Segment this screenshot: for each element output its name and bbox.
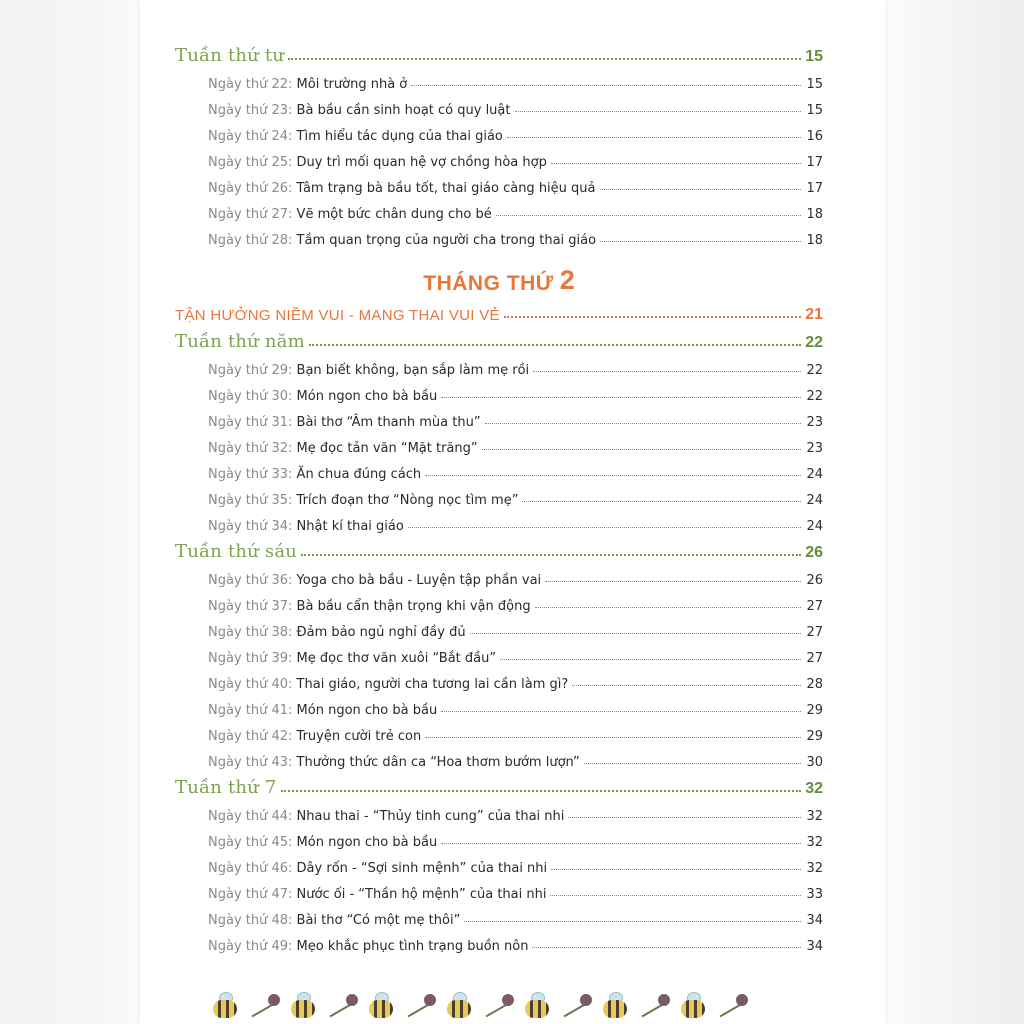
- day-page: 24: [806, 493, 823, 508]
- day-page: 18: [806, 233, 823, 248]
- table-of-contents: [175, 38, 823, 954]
- flower-icon: [714, 992, 750, 1020]
- day-page: 16: [806, 129, 823, 144]
- day-page: 27: [806, 599, 823, 614]
- bee-icon: [366, 992, 396, 1020]
- week-title: Tuần thứ tư: [175, 45, 285, 66]
- dot-leader: [288, 58, 801, 60]
- toc-day-entry: [175, 118, 823, 144]
- day-title: Mẹo khắc phục tình trạng buồn nôn: [296, 939, 529, 954]
- day-page: 28: [806, 677, 823, 692]
- day-page: 22: [806, 363, 823, 378]
- day-page: 24: [806, 519, 823, 534]
- toc-day-entry: [175, 850, 823, 876]
- day-number: Ngày thứ 28:: [208, 233, 293, 248]
- day-number: Ngày thứ 43:: [208, 755, 293, 770]
- flower-icon: [636, 992, 672, 1020]
- day-number: Ngày thứ 30:: [208, 389, 293, 404]
- toc-day-entry: [175, 430, 823, 456]
- day-title: Tâm trạng bà bầu tốt, thai giáo càng hiệu quả: [296, 181, 596, 196]
- toc-day-entry: [175, 170, 823, 196]
- toc-day-entry: [175, 666, 823, 692]
- day-title: Mẹ đọc thơ văn xuôi “Bắt đầu”: [296, 651, 497, 666]
- dot-leader: [441, 397, 801, 398]
- theme-title: TẬN HƯỞNG NIỀM VUI - MANG THAI VUI VẺ: [175, 307, 500, 324]
- day-number: Ngày thứ 40:: [208, 677, 293, 692]
- dot-leader: [532, 947, 801, 948]
- day-title: Thưởng thức dân ca “Hoa thơm bướm lượn”: [296, 755, 580, 770]
- week-title: Tuần thứ năm: [175, 331, 305, 352]
- dot-leader: [551, 163, 801, 164]
- day-title: Môi trường nhà ở: [296, 77, 408, 92]
- flower-icon: [480, 992, 516, 1020]
- day-number: Ngày thứ 48:: [208, 913, 293, 928]
- day-page: 26: [806, 573, 823, 588]
- week-page: 15: [805, 48, 823, 65]
- day-page: 32: [806, 835, 823, 850]
- toc-day-entry: [175, 824, 823, 850]
- dot-leader: [600, 241, 801, 242]
- dot-leader: [425, 475, 801, 476]
- toc-day-entry: [175, 222, 823, 248]
- toc-week-7: [175, 770, 823, 798]
- dot-leader: [309, 344, 801, 346]
- day-title: Bà bầu cần sinh hoạt có quy luật: [296, 103, 511, 118]
- toc-day-entry: [175, 508, 823, 534]
- dot-leader: [464, 921, 801, 922]
- day-title: Ăn chua đúng cách: [296, 467, 422, 482]
- day-title: Trích đoạn thơ “Nòng nọc tìm mẹ”: [296, 493, 519, 508]
- toc-day-entry: [175, 718, 823, 744]
- background-left: [0, 0, 140, 1024]
- toc-day-entry: [175, 562, 823, 588]
- day-title: Dây rốn - “Sợi sinh mệnh” của thai nhi: [296, 861, 548, 876]
- toc-day-entry: [175, 404, 823, 430]
- dot-leader: [533, 371, 801, 372]
- day-number: Ngày thứ 44:: [208, 809, 293, 824]
- day-title: Bạn biết không, bạn sắp làm mẹ rồi: [296, 363, 530, 378]
- day-title: Truyện cười trẻ con: [296, 729, 422, 744]
- dot-leader: [500, 659, 801, 660]
- day-page: 15: [806, 77, 823, 92]
- week-7-days: [175, 798, 823, 954]
- day-page: 34: [806, 913, 823, 928]
- day-number: Ngày thứ 32:: [208, 441, 293, 456]
- day-number: Ngày thứ 39:: [208, 651, 293, 666]
- decorative-footer: [210, 988, 830, 1024]
- day-number: Ngày thứ 41:: [208, 703, 293, 718]
- toc-day-entry: [175, 352, 823, 378]
- day-number: Ngày thứ 47:: [208, 887, 293, 902]
- dot-leader: [281, 790, 801, 792]
- day-number: Ngày thứ 37:: [208, 599, 293, 614]
- day-page: 29: [806, 703, 823, 718]
- dot-leader: [572, 685, 801, 686]
- day-title: Món ngon cho bà bầu: [296, 389, 438, 404]
- toc-day-entry: [175, 928, 823, 954]
- week-4-days: [175, 66, 823, 248]
- dot-leader: [408, 527, 801, 528]
- theme-page: 21: [805, 306, 823, 323]
- day-title: Mẹ đọc tản văn “Mặt trăng”: [296, 441, 478, 456]
- toc-day-entry: [175, 744, 823, 770]
- flower-icon: [324, 992, 360, 1020]
- day-number: Ngày thứ 31:: [208, 415, 293, 430]
- toc-day-entry: [175, 588, 823, 614]
- dot-leader: [441, 843, 801, 844]
- day-number: Ngày thứ 23:: [208, 103, 293, 118]
- day-page: 32: [806, 809, 823, 824]
- toc-day-entry: [175, 456, 823, 482]
- week-5-days: [175, 352, 823, 534]
- dot-leader: [535, 607, 801, 608]
- day-number: Ngày thứ 36:: [208, 573, 293, 588]
- day-title: Thai giáo, người cha tương lai cần làm gì?: [296, 677, 569, 692]
- bee-icon: [210, 992, 240, 1020]
- dot-leader: [584, 763, 801, 764]
- dot-leader: [522, 501, 801, 502]
- bee-icon: [600, 992, 630, 1020]
- dot-leader: [425, 737, 801, 738]
- dot-leader: [485, 423, 801, 424]
- bee-icon: [522, 992, 552, 1020]
- day-page: 23: [806, 415, 823, 430]
- day-title: Vẽ một bức chân dung cho bé: [296, 207, 492, 222]
- day-page: 15: [806, 103, 823, 118]
- day-page: 30: [806, 755, 823, 770]
- day-number: Ngày thứ 33:: [208, 467, 293, 482]
- dot-leader: [550, 895, 801, 896]
- day-title: Nhật kí thai giáo: [296, 519, 404, 534]
- background-right: [884, 0, 1024, 1024]
- toc-week-5: [175, 324, 823, 352]
- day-title: Nước ối - “Thần hộ mệnh” của thai nhi: [296, 887, 547, 902]
- dot-leader: [301, 554, 801, 556]
- toc-month-theme: [175, 296, 823, 324]
- toc-day-entry: [175, 640, 823, 666]
- day-title: Tầm quan trọng của người cha trong thai giáo: [296, 233, 597, 248]
- bee-icon: [444, 992, 474, 1020]
- dot-leader: [496, 215, 801, 216]
- day-page: 27: [806, 625, 823, 640]
- day-number: Ngày thứ 35:: [208, 493, 293, 508]
- day-page: 17: [806, 181, 823, 196]
- day-number: Ngày thứ 46:: [208, 861, 293, 876]
- day-number: Ngày thứ 34:: [208, 519, 293, 534]
- day-title: Món ngon cho bà bầu: [296, 703, 438, 718]
- toc-day-entry: [175, 66, 823, 92]
- toc-day-entry: [175, 798, 823, 824]
- week-title: Tuần thứ 7: [175, 777, 277, 798]
- toc-day-entry: [175, 876, 823, 902]
- flower-icon: [402, 992, 438, 1020]
- day-number: Ngày thứ 24:: [208, 129, 293, 144]
- toc-week-6: [175, 534, 823, 562]
- dot-leader: [411, 85, 801, 86]
- dot-leader: [551, 869, 801, 870]
- dot-leader: [515, 111, 802, 112]
- day-title: Đảm bảo ngủ nghỉ đầy đủ: [296, 625, 466, 640]
- dot-leader: [507, 137, 801, 138]
- day-number: Ngày thứ 42:: [208, 729, 293, 744]
- day-page: 33: [806, 887, 823, 902]
- day-title: Duy trì mối quan hệ vợ chồng hòa hợp: [296, 155, 547, 170]
- week-page: 22: [805, 334, 823, 351]
- month-number: 2: [559, 265, 575, 295]
- week-6-days: [175, 562, 823, 770]
- toc-day-entry: [175, 482, 823, 508]
- bee-icon: [288, 992, 318, 1020]
- toc-day-entry: [175, 92, 823, 118]
- dot-leader: [568, 817, 801, 818]
- toc-day-entry: [175, 902, 823, 928]
- dot-leader: [482, 449, 801, 450]
- dot-leader: [504, 316, 801, 318]
- day-page: 24: [806, 467, 823, 482]
- day-title: Yoga cho bà bầu - Luyện tập phần vai: [296, 573, 542, 588]
- week-page: 26: [805, 544, 823, 561]
- week-page: 32: [805, 780, 823, 797]
- day-title: Bà bầu cẩn thận trọng khi vận động: [296, 599, 531, 614]
- day-page: 27: [806, 651, 823, 666]
- toc-week-4: [175, 38, 823, 66]
- toc-day-entry: [175, 692, 823, 718]
- day-page: 29: [806, 729, 823, 744]
- day-number: Ngày thứ 38:: [208, 625, 293, 640]
- toc-day-entry: [175, 378, 823, 404]
- day-number: Ngày thứ 45:: [208, 835, 293, 850]
- toc-day-entry: [175, 144, 823, 170]
- month-heading: [175, 248, 823, 296]
- month-word: THÁNG THỨ: [423, 272, 554, 295]
- day-page: 32: [806, 861, 823, 876]
- week-title: Tuần thứ sáu: [175, 541, 298, 562]
- day-number: Ngày thứ 29:: [208, 363, 293, 378]
- flower-icon: [558, 992, 594, 1020]
- dot-leader: [600, 189, 802, 190]
- dot-leader: [441, 711, 801, 712]
- day-title: Nhau thai - “Thủy tinh cung” của thai nhi: [296, 809, 565, 824]
- day-title: Món ngon cho bà bầu: [296, 835, 438, 850]
- dot-leader: [470, 633, 801, 634]
- bee-icon: [678, 992, 708, 1020]
- day-title: Bài thơ “Có một mẹ thôi”: [296, 913, 461, 928]
- day-number: Ngày thứ 27:: [208, 207, 293, 222]
- day-page: 17: [806, 155, 823, 170]
- day-page: 23: [806, 441, 823, 456]
- day-number: Ngày thứ 49:: [208, 939, 293, 954]
- day-page: 18: [806, 207, 823, 222]
- toc-day-entry: [175, 614, 823, 640]
- day-number: Ngày thứ 22:: [208, 77, 293, 92]
- day-number: Ngày thứ 25:: [208, 155, 293, 170]
- day-title: Bài thơ “Âm thanh mùa thu”: [296, 415, 481, 430]
- dot-leader: [545, 581, 801, 582]
- day-number: Ngày thứ 26:: [208, 181, 293, 196]
- flower-icon: [246, 992, 282, 1020]
- toc-day-entry: [175, 196, 823, 222]
- day-page: 34: [806, 939, 823, 954]
- day-page: 22: [806, 389, 823, 404]
- day-title: Tìm hiểu tác dụng của thai giáo: [296, 129, 503, 144]
